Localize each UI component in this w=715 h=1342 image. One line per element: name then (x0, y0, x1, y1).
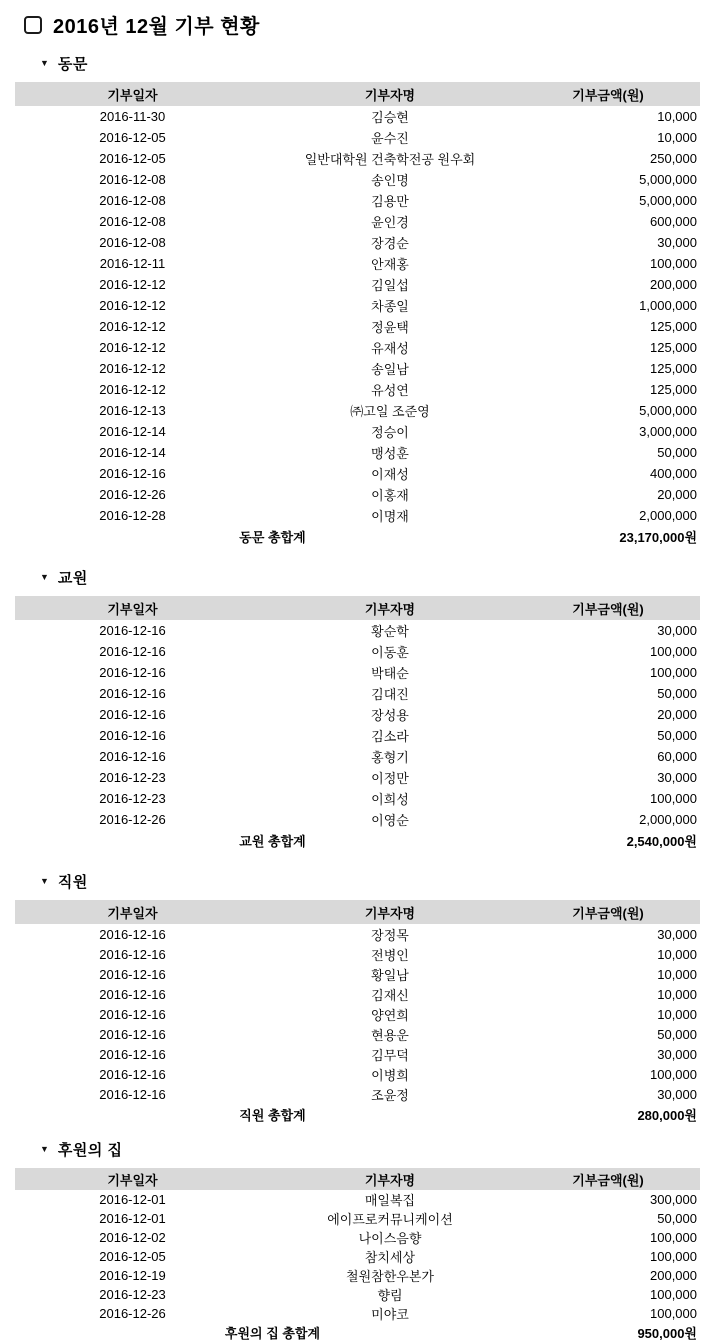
total-row (15, 1104, 700, 1124)
donation-amount-cell: 30,000 (657, 1086, 697, 1102)
donation-amount-cell: 100,000 (650, 1249, 697, 1264)
donation-date-cell: 2016-12-02 (99, 1230, 166, 1245)
donor-name-cell: 황일남 (371, 967, 409, 983)
donation-amount-cell: 2,000,000 (639, 812, 697, 827)
column-header-amount: 기부금액(원) (530, 596, 700, 620)
donor-name-cell: 양연희 (371, 1007, 409, 1023)
donation-table (15, 900, 700, 1124)
table-row (15, 169, 700, 190)
donor-name-cell: 매일복집 (364, 1193, 416, 1208)
donation-date-cell: 2016-12-01 (99, 1211, 166, 1226)
section-header (40, 1139, 715, 1160)
total-label-cell: 후원의 집 총합계 (224, 1326, 321, 1341)
table-header-row (15, 900, 700, 924)
total-label-cell: 교원 총합계 (239, 834, 306, 849)
donor-name-cell: 이명재 (371, 509, 409, 524)
column-header-date: 기부일자 (15, 596, 250, 620)
donation-amount-cell: 600,000 (650, 214, 697, 229)
donor-name-cell: 현용운 (371, 1027, 409, 1043)
table-row (15, 1285, 700, 1304)
column-header-date: 기부일자 (15, 1168, 250, 1190)
donation-date-cell: 2016-12-16 (99, 946, 166, 962)
table-row (15, 421, 700, 442)
donation-table (15, 596, 700, 851)
donor-name-cell: 홍형기 (371, 750, 409, 765)
donation-amount-cell: 60,000 (657, 749, 697, 764)
donor-name-cell: 정승이 (371, 425, 409, 440)
donation-amount-cell: 10,000 (657, 130, 697, 145)
table-row (15, 379, 700, 400)
donor-name-cell: 차종일 (371, 299, 409, 314)
table-row (15, 1247, 700, 1266)
table-row (15, 400, 700, 421)
donor-name-cell: 김소라 (371, 729, 409, 744)
donation-date-cell: 2016-12-12 (99, 319, 166, 334)
donation-date-cell: 2016-12-16 (99, 728, 166, 743)
donor-name-cell: 향림 (377, 1288, 403, 1303)
donor-name-cell: 유성연 (371, 383, 409, 398)
table-header-row (15, 1168, 700, 1190)
donor-name-cell: 장성용 (371, 708, 409, 723)
donation-amount-cell: 100,000 (650, 1287, 697, 1302)
donation-amount-cell: 100,000 (650, 1306, 697, 1321)
donation-date-cell: 2016-12-12 (99, 361, 166, 376)
donor-name-cell: 윤인경 (371, 215, 409, 230)
column-header-amount: 기부금액(원) (530, 1168, 700, 1190)
donation-amount-cell: 100,000 (650, 665, 697, 680)
section-title: 동문 (57, 56, 88, 73)
collapse-triangle-icon[interactable]: ▼ (40, 876, 49, 886)
donation-amount-cell: 200,000 (650, 277, 697, 292)
donor-name-cell: 일반대학원 건축학전공 원우회 (304, 152, 476, 167)
donation-date-cell: 2016-12-08 (99, 235, 166, 250)
donation-amount-cell: 10,000 (657, 986, 697, 1002)
donation-date-cell: 2016-12-28 (99, 508, 166, 523)
donation-date-cell: 2016-12-14 (99, 424, 166, 439)
donation-date-cell: 2016-12-08 (99, 172, 166, 187)
table-row (15, 337, 700, 358)
donor-name-cell: 참치세상 (364, 1250, 416, 1265)
donation-date-cell: 2016-12-12 (99, 277, 166, 292)
donation-date-cell: 2016-12-23 (99, 791, 166, 806)
donation-date-cell: 2016-12-08 (99, 193, 166, 208)
donor-name-cell: 이병희 (371, 1067, 409, 1083)
donation-date-cell: 2016-12-16 (99, 1026, 166, 1042)
donor-name-cell: 김재신 (371, 987, 409, 1003)
donor-name-cell: 윤수진 (371, 131, 409, 146)
donor-name-cell: 맹성훈 (371, 446, 409, 461)
donation-amount-cell: 50,000 (657, 686, 697, 701)
donation-amount-cell: 125,000 (650, 340, 697, 355)
section-title: 후원의 집 (57, 1142, 123, 1159)
table-header-row (15, 82, 700, 106)
donation-date-cell: 2016-12-19 (99, 1268, 166, 1283)
column-header-amount: 기부금액(원) (530, 82, 700, 106)
donor-name-cell: 장경순 (371, 236, 409, 251)
donation-date-cell: 2016-12-16 (99, 966, 166, 982)
donation-amount-cell: 125,000 (650, 361, 697, 376)
table-row (15, 127, 700, 148)
donation-amount-cell: 50,000 (657, 445, 697, 460)
table-row (15, 1190, 700, 1209)
column-header-name: 기부자명 (250, 82, 530, 106)
donation-amount-cell: 125,000 (650, 382, 697, 397)
table-row (15, 253, 700, 274)
donation-date-cell: 2016-12-23 (99, 1287, 166, 1302)
total-row (15, 526, 700, 547)
column-header-name: 기부자명 (250, 596, 530, 620)
donor-name-cell: 이홍재 (371, 488, 409, 503)
donation-table (15, 1168, 700, 1342)
donor-name-cell: 이동훈 (371, 645, 409, 660)
donation-date-cell: 2016-12-05 (99, 130, 166, 145)
donation-amount-cell: 400,000 (650, 466, 697, 481)
donation-amount-cell: 30,000 (657, 1046, 697, 1062)
section-2 (0, 567, 715, 851)
donation-amount-cell: 10,000 (657, 966, 697, 982)
donor-name-cell: 김용만 (371, 194, 409, 209)
donation-amount-cell: 100,000 (650, 1066, 697, 1082)
total-row (15, 830, 700, 851)
total-amount-cell: 280,000원 (637, 1107, 697, 1123)
donation-date-cell: 2016-12-05 (99, 1249, 166, 1264)
table-row (15, 767, 700, 788)
donation-amount-cell: 100,000 (650, 256, 697, 271)
donor-name-cell: 전병인 (371, 947, 409, 963)
table-row (15, 809, 700, 830)
table-row (15, 1209, 700, 1228)
table-row (15, 620, 700, 641)
section-header (40, 53, 715, 74)
donation-date-cell: 2016-12-16 (99, 644, 166, 659)
donor-name-cell: 조윤정 (371, 1087, 409, 1103)
donation-date-cell: 2016-12-16 (99, 986, 166, 1002)
donation-date-cell: 2016-12-26 (99, 1306, 166, 1321)
table-row (15, 725, 700, 746)
section-4 (0, 1139, 715, 1342)
section-header (40, 567, 715, 588)
donation-amount-cell: 30,000 (657, 926, 697, 942)
donation-amount-cell: 50,000 (657, 1026, 697, 1042)
donor-name-cell: 미야코 (371, 1307, 409, 1322)
table-row (15, 190, 700, 211)
donation-date-cell: 2016-12-01 (99, 1192, 166, 1207)
donation-amount-cell: 10,000 (657, 946, 697, 962)
table-row (15, 1004, 700, 1024)
table-row (15, 211, 700, 232)
donor-name-cell: 유재성 (371, 341, 409, 356)
donation-date-cell: 2016-12-05 (99, 151, 166, 166)
table-row (15, 746, 700, 767)
donation-amount-cell: 100,000 (650, 644, 697, 659)
table-row (15, 442, 700, 463)
donation-date-cell: 2016-12-16 (99, 749, 166, 764)
checkbox-icon (24, 16, 42, 34)
table-row (15, 662, 700, 683)
donor-name-cell: 이희성 (371, 792, 409, 807)
section-header (40, 871, 715, 892)
donation-date-cell: 2016-12-13 (99, 403, 166, 418)
donation-date-cell: 2016-12-26 (99, 487, 166, 502)
donor-name-cell: 에이프로커뮤니케이션 (327, 1212, 453, 1227)
donation-date-cell: 2016-12-26 (99, 812, 166, 827)
column-header-amount: 기부금액(원) (530, 900, 700, 924)
total-amount-cell: 950,000원 (637, 1326, 697, 1341)
collapse-triangle-icon[interactable]: ▼ (40, 1144, 49, 1154)
donation-date-cell: 2016-12-12 (99, 382, 166, 397)
donation-date-cell: 2016-12-16 (99, 1046, 166, 1062)
table-row (15, 358, 700, 379)
donation-amount-cell: 2,000,000 (639, 508, 697, 523)
donation-date-cell: 2016-12-16 (99, 665, 166, 680)
donation-amount-cell: 50,000 (657, 1211, 697, 1226)
collapse-triangle-icon[interactable]: ▼ (40, 572, 49, 582)
table-header-row (15, 596, 700, 620)
section-title: 교원 (57, 570, 88, 587)
donation-amount-cell: 30,000 (657, 235, 697, 250)
donor-name-cell: 철원참한우본가 (346, 1269, 434, 1284)
donor-name-cell: 송인명 (371, 173, 409, 188)
column-header-date: 기부일자 (15, 82, 250, 106)
table-row (15, 484, 700, 505)
table-row (15, 1084, 700, 1104)
table-row (15, 148, 700, 169)
table-row (15, 316, 700, 337)
donation-amount-cell: 5,000,000 (639, 172, 697, 187)
donation-amount-cell: 5,000,000 (639, 193, 697, 208)
table-row (15, 295, 700, 316)
donation-date-cell: 2016-12-12 (99, 298, 166, 313)
table-row (15, 984, 700, 1004)
donation-amount-cell: 300,000 (650, 1192, 697, 1207)
section-3 (0, 871, 715, 1124)
table-row (15, 1064, 700, 1084)
donor-name-cell: 장정목 (371, 927, 409, 943)
donation-date-cell: 2016-12-14 (99, 445, 166, 460)
table-row (15, 704, 700, 725)
donation-amount-cell: 10,000 (657, 109, 697, 124)
donation-date-cell: 2016-12-16 (99, 1066, 166, 1082)
donor-name-cell: 김일섭 (371, 278, 409, 293)
donation-date-cell: 2016-11-30 (99, 109, 166, 124)
donation-date-cell: 2016-12-16 (99, 1006, 166, 1022)
donor-name-cell: 김승현 (371, 110, 409, 125)
table-row (15, 924, 700, 944)
donation-date-cell: 2016-12-16 (99, 466, 166, 481)
column-header-name: 기부자명 (250, 900, 530, 924)
donation-amount-cell: 200,000 (650, 1268, 697, 1283)
donation-amount-cell: 100,000 (650, 791, 697, 806)
donation-amount-cell: 5,000,000 (639, 403, 697, 418)
donation-date-cell: 2016-12-16 (99, 707, 166, 722)
table-row (15, 1266, 700, 1285)
column-header-name: 기부자명 (250, 1168, 530, 1190)
table-row (15, 683, 700, 704)
donor-name-cell: 김대진 (371, 687, 409, 702)
donor-name-cell: 안재홍 (371, 257, 409, 272)
column-header-date: 기부일자 (15, 900, 250, 924)
table-row (15, 1024, 700, 1044)
donation-date-cell: 2016-12-16 (99, 623, 166, 638)
donor-name-cell: 김무덕 (371, 1047, 409, 1063)
donation-date-cell: 2016-12-16 (99, 926, 166, 942)
donation-amount-cell: 3,000,000 (639, 424, 697, 439)
donor-name-cell: 이영순 (371, 813, 409, 828)
table-row (15, 106, 700, 127)
sections-container (0, 53, 715, 1342)
donor-name-cell: ㈜고일 조준영 (350, 404, 430, 419)
donation-amount-cell: 250,000 (650, 151, 697, 166)
table-row (15, 944, 700, 964)
page-title-row (24, 0, 715, 39)
section-1 (0, 53, 715, 547)
table-row (15, 505, 700, 526)
donation-date-cell: 2016-12-08 (99, 214, 166, 229)
table-row (15, 1304, 700, 1323)
total-label-cell: 직원 총합계 (239, 1107, 306, 1123)
donation-date-cell: 2016-12-11 (99, 256, 166, 271)
total-row (15, 1323, 700, 1342)
table-row (15, 964, 700, 984)
collapse-triangle-icon[interactable]: ▼ (40, 58, 49, 68)
table-row (15, 463, 700, 484)
section-title: 직원 (57, 874, 88, 891)
donation-amount-cell: 125,000 (650, 319, 697, 334)
table-row (15, 788, 700, 809)
donation-amount-cell: 20,000 (657, 707, 697, 722)
total-label-cell: 동문 총합계 (239, 530, 306, 545)
total-amount-cell: 2,540,000원 (626, 834, 697, 849)
donor-name-cell: 황순학 (371, 624, 409, 639)
donation-amount-cell: 30,000 (657, 770, 697, 785)
donor-name-cell: 나이스음향 (358, 1231, 422, 1246)
donation-amount-cell: 50,000 (657, 728, 697, 743)
donor-name-cell: 이재성 (371, 467, 409, 482)
donation-date-cell: 2016-12-12 (99, 340, 166, 355)
table-row (15, 641, 700, 662)
donation-amount-cell: 100,000 (650, 1230, 697, 1245)
donor-name-cell: 송일남 (371, 362, 409, 377)
table-row (15, 1044, 700, 1064)
total-amount-cell: 23,170,000원 (619, 530, 697, 545)
donation-amount-cell: 20,000 (657, 487, 697, 502)
donation-table (15, 82, 700, 547)
donor-name-cell: 정윤택 (371, 320, 409, 335)
donation-amount-cell: 10,000 (657, 1006, 697, 1022)
page-title: 2016년 12월 기부 현황 (53, 16, 260, 38)
table-row (15, 232, 700, 253)
table-row (15, 1228, 700, 1247)
donor-name-cell: 이정만 (371, 771, 409, 786)
donation-date-cell: 2016-12-23 (99, 770, 166, 785)
donation-date-cell: 2016-12-16 (99, 1086, 166, 1102)
donation-amount-cell: 30,000 (657, 623, 697, 638)
table-row (15, 274, 700, 295)
donor-name-cell: 박태순 (371, 666, 409, 681)
donation-date-cell: 2016-12-16 (99, 686, 166, 701)
donation-amount-cell: 1,000,000 (639, 298, 697, 313)
